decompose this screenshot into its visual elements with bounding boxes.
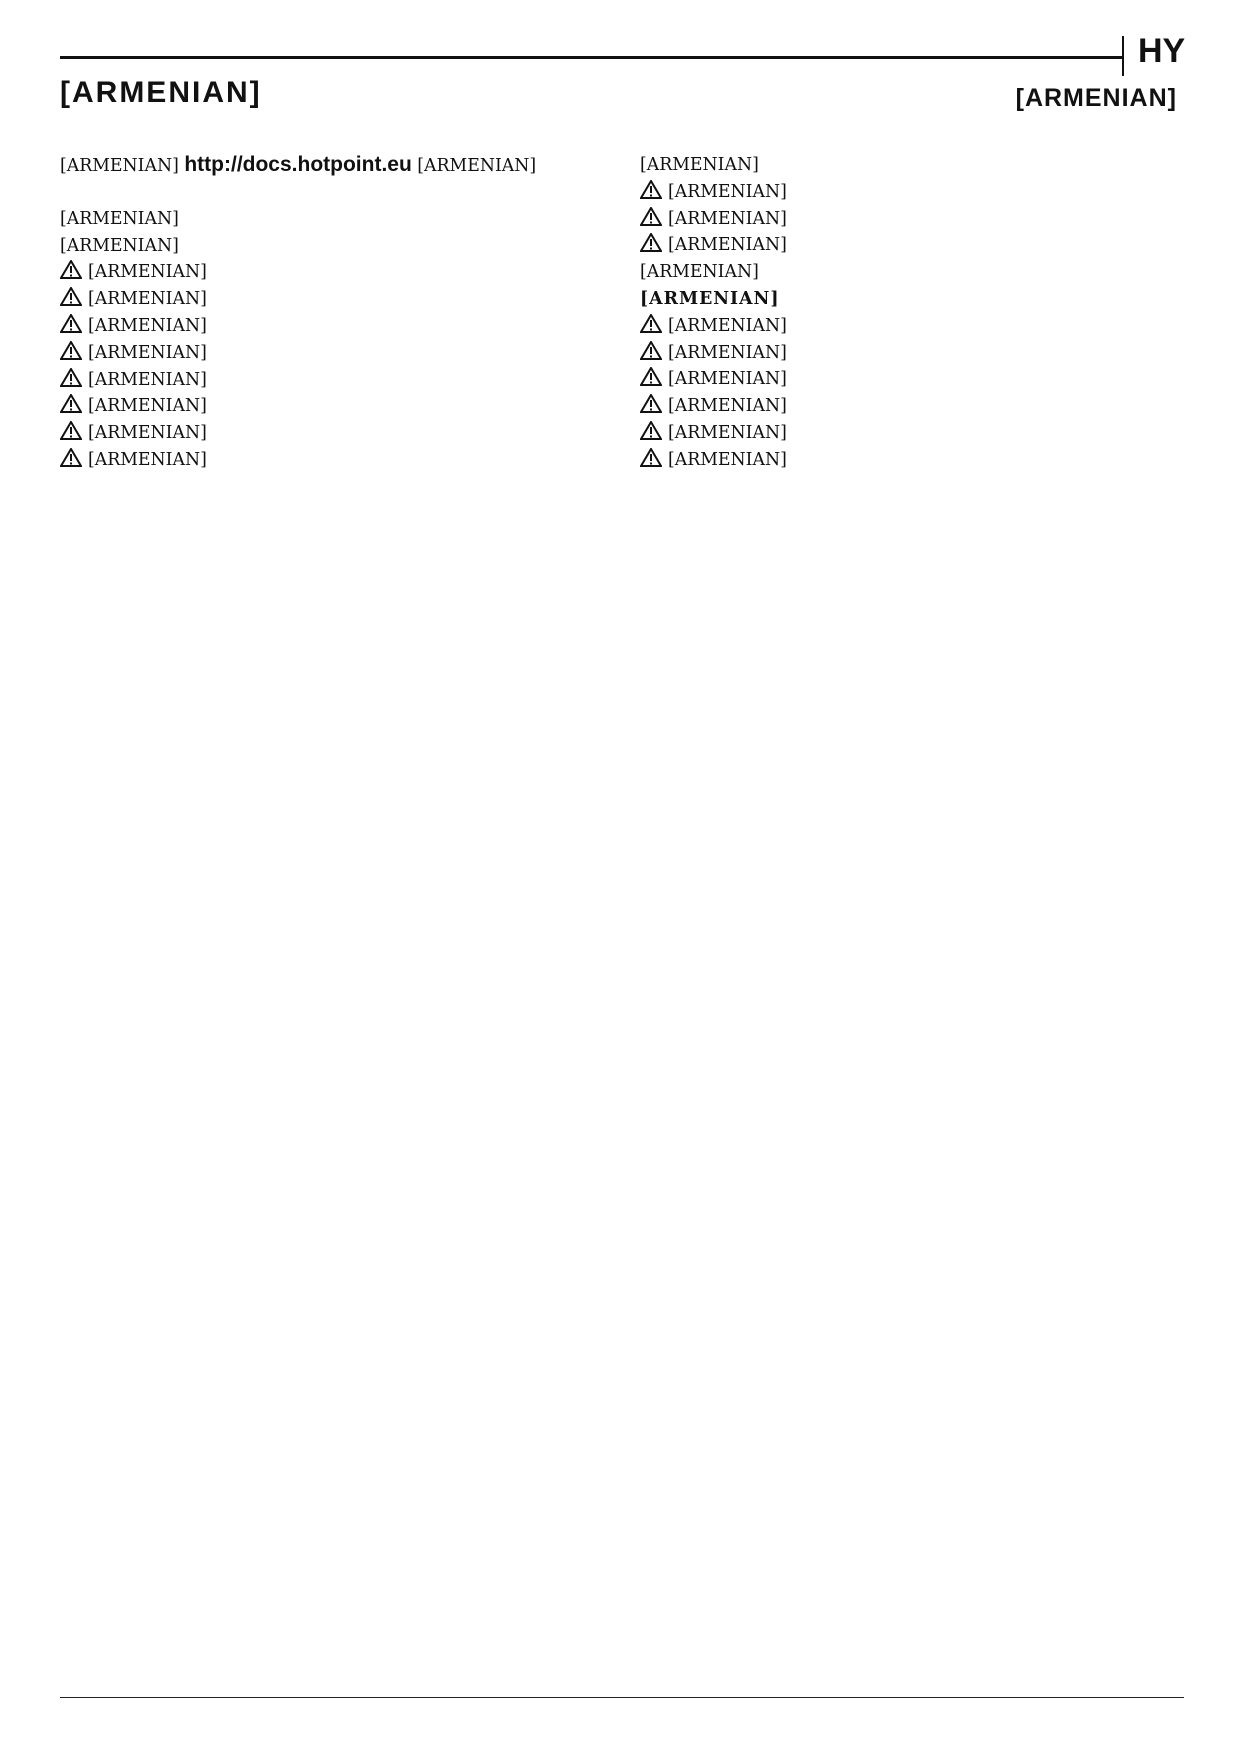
right-column: [640, 152, 1175, 1682]
paragraph-text: [ARMENIAN]: [668, 315, 787, 336]
warning-icon: [60, 287, 82, 306]
header-tick: [1122, 36, 1124, 76]
warning-icon: [60, 314, 82, 333]
paragraph-gap: [60, 180, 595, 206]
paragraph-text: [ARMENIAN]: [668, 369, 787, 390]
safety-paragraph: [640, 366, 1175, 393]
paragraph-text: [ARMENIAN]: [668, 235, 787, 256]
warning-icon: [60, 421, 82, 440]
safety-paragraph: [640, 206, 1175, 233]
safety-paragraph: [60, 259, 595, 286]
safety-paragraph: [60, 233, 595, 260]
warning-icon: [60, 368, 82, 387]
paragraph-text: [ARMENIAN]: [88, 449, 207, 470]
safety-paragraph: [60, 393, 595, 420]
intro-paragraph: [60, 152, 595, 180]
paragraph-text: [ARMENIAN]: [668, 181, 787, 202]
footer-rule: [60, 1697, 1184, 1698]
paragraph-text: [ARMENIAN]: [668, 342, 787, 363]
warning-icon: [640, 367, 662, 386]
paragraph-text: [ARMENIAN]: [640, 262, 759, 283]
paragraph-text: [ARMENIAN]: [668, 208, 787, 229]
paragraph-text: [ARMENIAN]: [88, 369, 207, 390]
warning-icon: [640, 394, 662, 413]
paragraph-text: [ARMENIAN]: [60, 235, 179, 256]
safety-paragraph: [640, 313, 1175, 340]
paragraph-text: [ARMENIAN]: [88, 289, 207, 310]
paragraph-text: [ARMENIAN]: [88, 262, 207, 283]
paragraph-text: [ARMENIAN]: [668, 422, 787, 443]
intro-text: [ARMENIAN]: [60, 156, 179, 176]
safety-paragraph: [640, 259, 1175, 286]
warning-icon: [640, 421, 662, 440]
safety-paragraph: [60, 420, 595, 447]
safety-paragraph: [60, 447, 595, 474]
warning-icon: [640, 314, 662, 333]
warning-icon: [640, 233, 662, 252]
warning-icon: [60, 341, 82, 360]
paragraph-text: [ARMENIAN]: [88, 396, 207, 417]
right-paragraphs: [640, 152, 1175, 474]
safety-paragraph: [640, 447, 1175, 474]
paragraph-text: [ARMENIAN]: [60, 208, 179, 229]
paragraph-text: [ARMENIAN]: [640, 155, 759, 175]
paragraph-text: [ARMENIAN]: [640, 288, 780, 309]
left-paragraphs: [60, 180, 595, 474]
safety-paragraph: [60, 206, 595, 233]
warning-icon: [640, 341, 662, 360]
safety-paragraph: [60, 286, 595, 313]
left-column: [60, 152, 595, 1682]
safety-paragraph: [640, 232, 1175, 259]
warning-icon: [640, 207, 662, 226]
warning-icon: [60, 394, 82, 413]
paragraph-text: [ARMENIAN]: [88, 342, 207, 363]
header-rule: [60, 56, 1124, 59]
warning-icon: [60, 260, 82, 279]
safety-paragraph: [60, 340, 595, 367]
paragraph-text: [ARMENIAN]: [668, 396, 787, 417]
safety-paragraph: [640, 152, 1175, 179]
safety-paragraph: [60, 313, 595, 340]
safety-paragraph: [640, 179, 1175, 206]
docs-link[interactable]: http://docs.hotpoint.eu: [184, 153, 412, 176]
subsection-heading: [640, 286, 1175, 313]
section-heading: [ARMENIAN]: [1015, 84, 1177, 112]
paragraph-text: [ARMENIAN]: [88, 315, 207, 336]
safety-paragraph: [640, 393, 1175, 420]
safety-paragraph: [60, 367, 595, 394]
paragraph-text: [ARMENIAN]: [668, 449, 787, 470]
warning-icon: [60, 448, 82, 467]
language-code: HY: [1138, 32, 1186, 70]
intro-text-end: [ARMENIAN]: [417, 156, 537, 176]
paragraph-text: [ARMENIAN]: [88, 423, 207, 444]
warning-icon: [640, 180, 662, 199]
page-title: [ARMENIAN]: [60, 76, 262, 109]
safety-paragraph: [640, 420, 1175, 447]
safety-paragraph: [640, 340, 1175, 367]
warning-icon: [640, 448, 662, 467]
